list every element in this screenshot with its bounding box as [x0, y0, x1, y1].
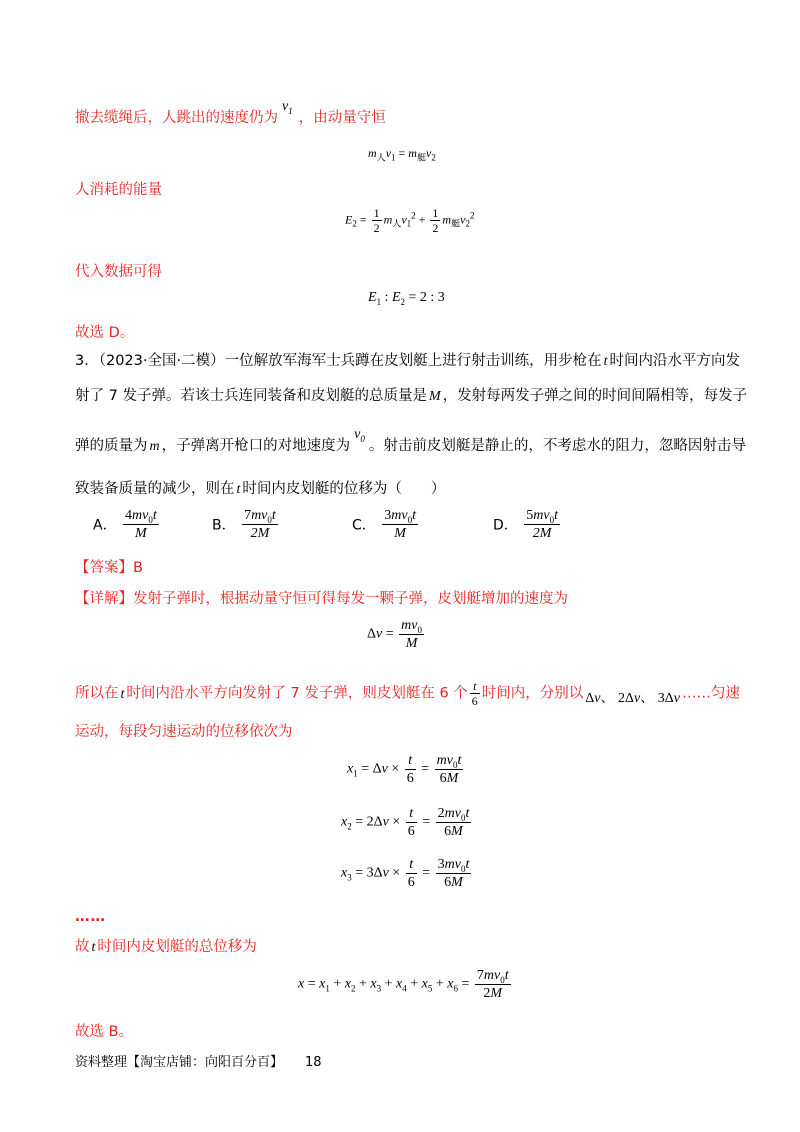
prev-line-1: 撤去缆绳后，人跳出的速度仍为$v_1$ ，由动量守恒	[75, 99, 386, 126]
question-stem-line-2: 射了 7 发子弹。若该士兵连同装备和皮划艇的总质量是 M ，发射每两发子弹之间的时间间隔相等，每发子	[75, 388, 748, 404]
equation-total-x: $x = x_1 + x_2 + x_3 + x_4 + x_5 + x_6$ = $\frac{7mv_0t}{2M}$	[298, 968, 509, 1001]
detail-tag: 【详解】	[75, 591, 133, 607]
question-stem-line-1: 3．（2023·全国·二模）一位解放军海军士兵蹲在皮划艇上进行射击训练，用步枪在 t 时间内沿水平方向发	[75, 353, 740, 369]
detail-conclusion: 故选 B。	[75, 1024, 134, 1040]
question-number: 3．	[75, 353, 99, 369]
equation-momentum: $m_人v_1 = m_艇v_2$	[368, 146, 436, 163]
equation-delta-v: Δv = $\frac{mv_0}{M}$	[367, 618, 422, 651]
prev-line-3: 代入数据可得	[75, 264, 162, 280]
detail-ellipsis: ……	[75, 909, 106, 925]
equation-ratio: $E_1$ : $E_2 = 2$ : 3	[368, 290, 445, 307]
footer-credit: 资料整理【淘宝店铺：向阳百分百】	[75, 1055, 284, 1070]
equation-x2: $x_2 = 2\Delta v$ × $\frac{t}{6}$ = $\frac{2mv_0t}{6M}$	[341, 806, 470, 839]
equation-x1: $x_1 = \Delta v$ × $\frac{t}{6}$ = $\frac{mv_0t}{6M}$	[347, 753, 462, 786]
prev-line-2: 人消耗的能量	[75, 182, 162, 198]
detail-line-1: 【详解】发射子弹时，根据动量守恒可得每发一颗子弹，皮划艇增加的速度为	[75, 591, 568, 607]
option-a[interactable]: A． $\frac{4mv_0t}{M}$	[93, 508, 157, 541]
equation-x3: $x_3 = 3\Delta v$ × $\frac{t}{6}$ = $\frac{3mv_0t}{6M}$	[341, 857, 470, 890]
question-stem-line-4: 致装备质量的减少，则在 t 时间内皮划艇的位移为（ ）	[75, 481, 446, 497]
prev-conclusion: 故选 D。	[75, 325, 135, 341]
v1-symbol: $v_1$	[282, 99, 293, 116]
question-stem-line-3: 弹的质量为 m ，子弹离开枪口的对地速度为$v_0$ 。射击前皮划艇是静止的，不考虑水的阻力，忽略因射击导	[75, 427, 746, 454]
option-d[interactable]: D． $\frac{5mv_0t}{2M}$	[493, 508, 558, 541]
option-b[interactable]: B． $\frac{7mv_0t}{2M}$	[212, 508, 276, 541]
option-c[interactable]: C． $\frac{3mv_0t}{M}$	[352, 508, 416, 541]
detail-line-3: 运动，每段匀速运动的位移依次为	[75, 724, 293, 740]
page-number: 18	[305, 1055, 322, 1070]
detail-line-4: 故 t 时间内皮划艇的总位移为	[75, 939, 257, 955]
answer-tag: 【答案】	[75, 560, 133, 576]
equation-energy: $E_2$ = $\frac{1}{2}$ $m_人v_1^2$ + $\frac{1}{2}$ $m_艇v_2^2$	[345, 206, 475, 235]
answer-value: B	[133, 560, 143, 576]
detail-line-2: 所以在 t 时间内沿水平方向发射了 7 发子弹，则皮划艇在 6 个 $\frac{t}{6}$ 时间内，分别以 Δv、 2Δv、 3Δv ……匀速	[75, 679, 740, 708]
question-source: （2023·全国·二模）	[98, 353, 225, 369]
answer-line	[75, 558, 143, 578]
